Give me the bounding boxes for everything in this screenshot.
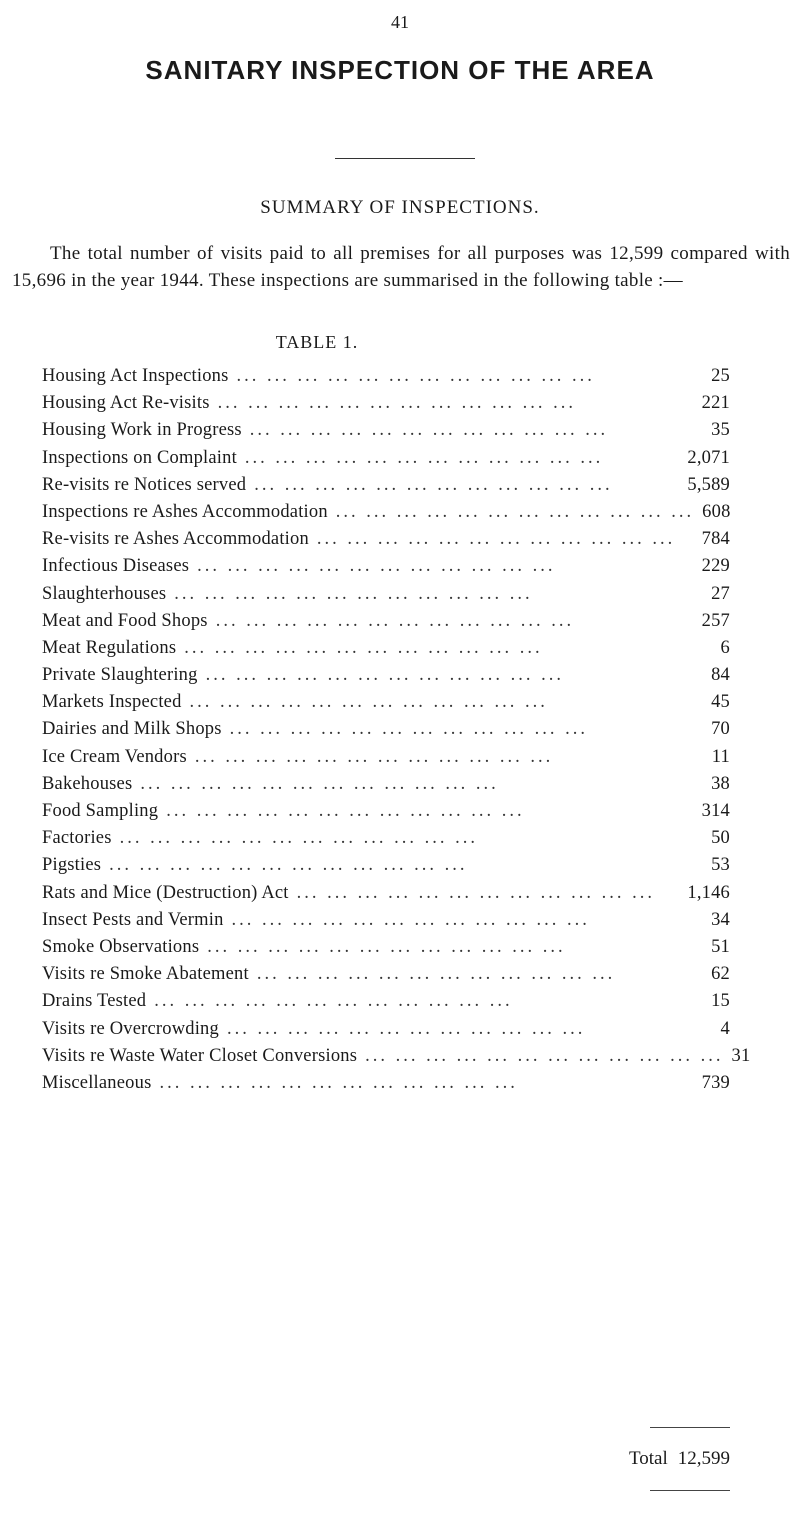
leader-dots: ... ... ... ... ... ... ... ... ... ... ... ... — [140, 773, 499, 794]
total-row — [480, 1448, 730, 1470]
row-value: 4 — [720, 1018, 730, 1039]
row-label: Ice Cream Vendors — [42, 746, 187, 767]
row-value: 221 — [701, 393, 730, 414]
row-value: 2,071 — [687, 447, 730, 468]
table-row — [42, 584, 730, 611]
leader-dots: ... ... ... ... ... ... ... ... ... ... ... ... — [159, 1072, 518, 1093]
leader-dots: ... ... ... ... ... ... ... ... ... ... ... ... — [335, 501, 695, 522]
leader-dots: ... ... ... ... ... ... ... ... ... ... ... ... — [205, 665, 564, 686]
row-value: 38 — [711, 773, 730, 794]
table-row — [42, 1045, 751, 1073]
table-row — [42, 556, 730, 583]
heading-divider — [335, 158, 475, 159]
row-value: 51 — [711, 936, 730, 957]
row-value: 25 — [711, 366, 730, 386]
table-row — [42, 366, 730, 393]
table-row — [42, 719, 730, 746]
row-value: 62 — [711, 964, 730, 985]
inspection-table — [42, 366, 751, 1100]
row-label: Bakehouses — [42, 773, 133, 794]
total-rule-top — [650, 1427, 730, 1428]
row-label: Housing Act Inspections — [42, 366, 229, 386]
total-value: 12,599 — [677, 1448, 730, 1469]
row-label: Housing Work in Progress — [42, 420, 242, 441]
section-subheading: SUMMARY OF INSPECTIONS. — [260, 197, 540, 218]
leader-dots: ... ... ... ... ... ... ... ... ... ... ... ... — [236, 366, 595, 386]
row-value: 50 — [711, 828, 730, 849]
table-row — [42, 855, 730, 882]
leader-dots: ... ... ... ... ... ... ... ... ... ... ... ... — [229, 719, 589, 740]
row-value: 31 — [731, 1045, 751, 1066]
leader-dots: ... ... ... ... ... ... ... ... ... ... ... ... — [316, 529, 676, 550]
table-row — [42, 638, 730, 665]
row-label: Visits re Overcrowding — [42, 1018, 219, 1039]
table-row — [42, 529, 730, 556]
row-label: Factories — [42, 828, 112, 849]
leader-dots: ... ... ... ... ... ... ... ... ... ... ... ... — [174, 583, 533, 604]
table-row — [42, 937, 730, 964]
row-label: Dairies and Milk Shops — [42, 719, 222, 740]
leader-dots: ... ... ... ... ... ... ... ... ... ... ... ... — [194, 746, 554, 767]
leader-dots: ... ... ... ... ... ... ... ... ... ... ... ... — [154, 991, 513, 1012]
row-label: Pigsties — [42, 855, 102, 876]
table-title-text: TABLE 1. — [275, 332, 359, 352]
row-value: 229 — [701, 556, 730, 577]
table-row — [42, 883, 730, 910]
leader-dots: ... ... ... ... ... ... ... ... ... ... ... ... — [365, 1045, 724, 1066]
total-rule-bottom — [650, 1490, 730, 1491]
row-label: Slaughterhouses — [42, 583, 167, 604]
leader-dots: ... ... ... ... ... ... ... ... ... ... ... ... — [296, 882, 656, 903]
page-number: 41 — [391, 12, 409, 32]
row-value: 34 — [711, 909, 730, 930]
row-value: 35 — [711, 420, 730, 441]
leader-dots: ... ... ... ... ... ... ... ... ... ... ... ... — [215, 610, 575, 631]
table-row — [42, 774, 730, 801]
row-value: 608 — [702, 501, 731, 522]
leader-dots: ... ... ... ... ... ... ... ... ... ... ... ... — [184, 637, 543, 658]
table-row — [42, 420, 730, 447]
row-value: 15 — [711, 991, 730, 1012]
table-title — [0, 332, 800, 353]
row-label: Miscellaneous — [42, 1072, 152, 1093]
row-label: Re-visits re Notices served — [42, 474, 247, 495]
row-value: 257 — [701, 610, 730, 631]
leader-dots: ... ... ... ... ... ... ... ... ... ... ... ... — [166, 801, 525, 821]
row-label: Housing Act Re-visits — [42, 393, 210, 414]
leader-dots: ... ... ... ... ... ... ... ... ... ... ... ... — [231, 909, 590, 930]
leader-dots: ... ... ... ... ... ... ... ... ... ... ... ... — [226, 1018, 586, 1039]
row-value: 1,146 — [687, 882, 730, 903]
row-label: Meat Regulations — [42, 637, 177, 658]
table-row — [42, 475, 730, 502]
row-label: Insect Pests and Vermin — [42, 909, 224, 930]
leader-dots: ... ... ... ... ... ... ... ... ... ... ... ... — [119, 828, 478, 849]
page-title: SANITARY INSPECTION OF THE AREA — [145, 55, 655, 85]
total-label: Total — [628, 1448, 668, 1469]
row-label: Meat and Food Shops — [42, 610, 208, 631]
table-row — [42, 1019, 730, 1046]
leader-dots: ... ... ... ... ... ... ... ... ... ... ... ... — [244, 447, 604, 468]
intro-paragraph: The total number of visits paid to all premises for all purposes was 12,599 compared with 15,696 in the year 1944. These inspections are summarised in the following table :— — [12, 243, 790, 291]
row-label: Food Sampling — [42, 801, 159, 821]
row-label: Visits re Smoke Abatement — [42, 964, 249, 985]
leader-dots: ... ... ... ... ... ... ... ... ... ... ... ... — [189, 692, 548, 713]
table-row — [42, 910, 730, 937]
row-label: Smoke Observations — [42, 936, 200, 957]
table-row — [42, 502, 730, 529]
table-row — [42, 747, 730, 774]
row-label: Drains Tested — [42, 991, 147, 1012]
row-value: 70 — [711, 719, 730, 740]
row-value: 45 — [711, 692, 730, 713]
leader-dots: ... ... ... ... ... ... ... ... ... ... ... ... — [207, 936, 566, 957]
row-value: 53 — [711, 855, 730, 876]
row-value: 5,589 — [687, 474, 730, 495]
row-label: Markets Inspected — [42, 692, 182, 713]
table-row — [42, 692, 730, 719]
row-value: 6 — [720, 637, 730, 658]
table-row — [42, 801, 730, 828]
row-value: 11 — [711, 746, 730, 767]
leader-dots: ... ... ... ... ... ... ... ... ... ... ... ... — [197, 556, 556, 577]
row-label: Visits re Waste Water Closet Conversions — [42, 1045, 358, 1066]
row-label: Inspections on Complaint — [42, 447, 237, 468]
row-value: 84 — [711, 665, 730, 686]
row-label: Re-visits re Ashes Accommodation — [42, 529, 309, 550]
table-row — [42, 393, 730, 420]
table-row — [42, 991, 730, 1018]
row-label: Rats and Mice (Destruction) Act — [42, 882, 289, 903]
row-label: Inspections re Ashes Accommodation — [42, 501, 328, 522]
leader-dots: ... ... ... ... ... ... ... ... ... ... ... ... — [109, 855, 468, 876]
table-row — [42, 828, 730, 855]
table-row — [42, 1073, 730, 1100]
leader-dots: ... ... ... ... ... ... ... ... ... ... ... ... — [256, 964, 616, 985]
row-label: Private Slaughtering — [42, 665, 198, 686]
row-value: 784 — [701, 529, 730, 550]
row-value: 314 — [701, 801, 730, 821]
leader-dots: ... ... ... ... ... ... ... ... ... ... ... ... — [217, 393, 576, 414]
row-value: 27 — [711, 583, 730, 604]
row-label: Infectious Diseases — [42, 556, 190, 577]
leader-dots: ... ... ... ... ... ... ... ... ... ... ... ... — [249, 420, 609, 441]
row-value: 739 — [701, 1072, 730, 1093]
table-row — [42, 665, 730, 692]
table-row — [42, 964, 730, 991]
leader-dots: ... ... ... ... ... ... ... ... ... ... ... ... — [254, 474, 613, 495]
table-row — [42, 448, 730, 475]
table-row — [42, 611, 730, 638]
